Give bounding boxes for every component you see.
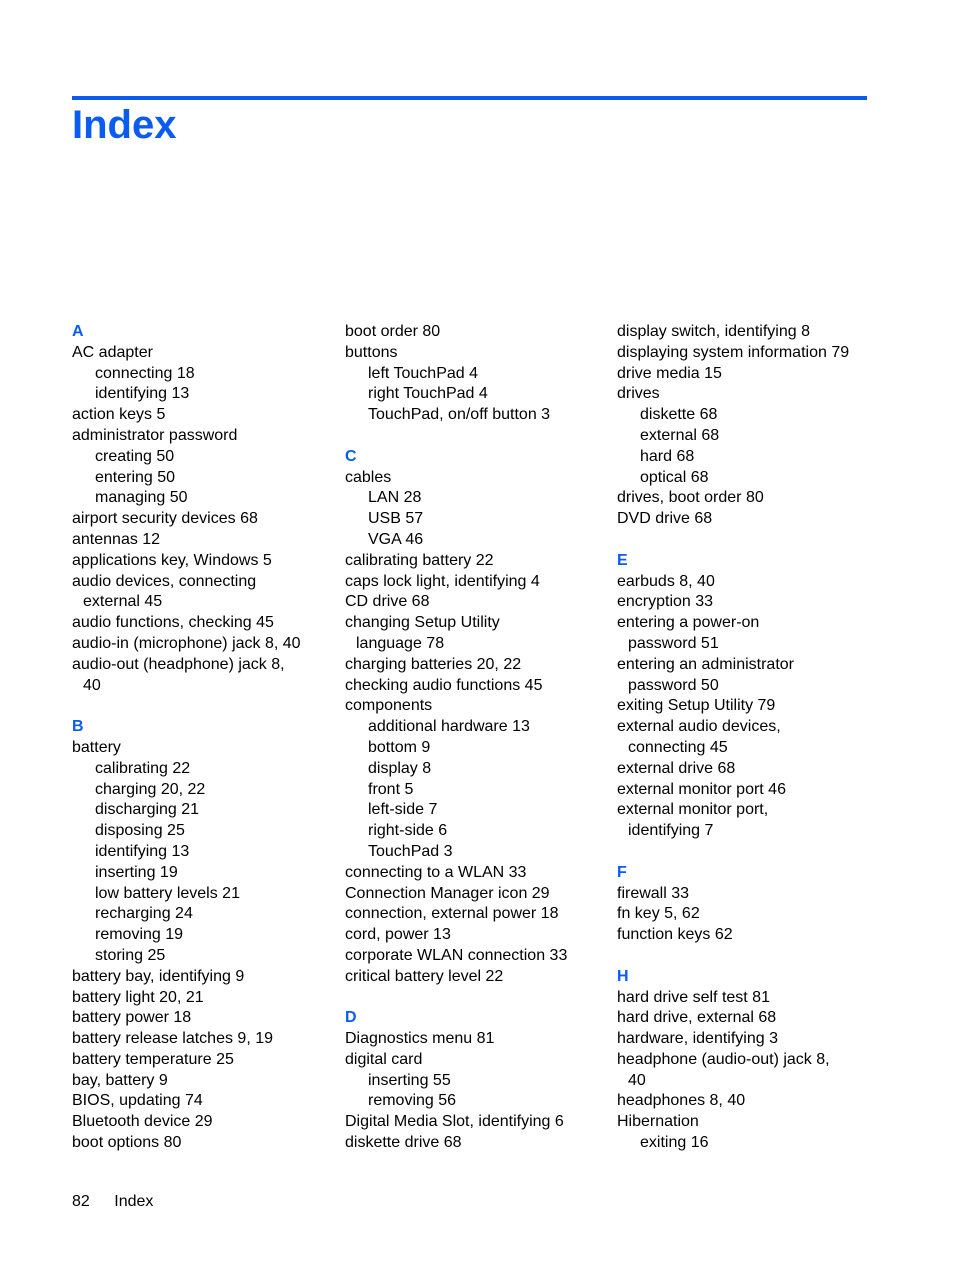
index-entry: connection, external power 18 <box>345 905 559 923</box>
index-subentry: connecting 18 <box>95 364 195 382</box>
index-entry: headphones 8, 40 <box>617 1092 746 1110</box>
index-entry: firewall 33 <box>617 884 690 902</box>
index-entry: audio-in (microphone) jack 8, 40 <box>72 634 301 652</box>
index-letter-heading: B <box>72 718 84 736</box>
index-entry: components <box>345 697 433 715</box>
index-entry: AC adapter <box>72 343 153 361</box>
index-entry: audio devices, connecting <box>72 572 257 590</box>
index-entry: external drive 68 <box>617 759 736 777</box>
index-entry: buttons <box>345 343 398 361</box>
index-entry: caps lock light, identifying 4 <box>345 572 540 590</box>
index-entry-continuation: password 50 <box>628 676 719 694</box>
page-number: 82 <box>72 1193 90 1210</box>
index-subentry: right TouchPad 4 <box>368 385 488 403</box>
section-spacer <box>617 946 887 967</box>
index-column-3 <box>617 322 887 1154</box>
index-entry: battery <box>72 738 121 756</box>
index-letter-heading: D <box>345 1009 357 1027</box>
index-entry: external monitor port 46 <box>617 780 786 798</box>
section-spacer <box>72 696 342 717</box>
index-entry: entering an administrator <box>617 655 794 673</box>
index-entry: action keys 5 <box>72 406 166 424</box>
index-subentry: external 68 <box>640 426 720 444</box>
index-entry: display switch, identifying 8 <box>617 323 810 340</box>
index-entry-continuation: language 78 <box>356 634 445 652</box>
index-entry: battery light 20, 21 <box>72 988 204 1006</box>
index-entry: Diagnostics menu 81 <box>345 1030 495 1048</box>
index-entry: battery release latches 9, 19 <box>72 1030 274 1048</box>
index-letter-heading: H <box>617 967 629 985</box>
index-subentry: TouchPad 3 <box>368 842 453 860</box>
index-entry: connecting to a WLAN 33 <box>345 863 527 881</box>
index-entry: battery power 18 <box>72 1009 192 1027</box>
index-subentry: removing 56 <box>368 1092 457 1110</box>
index-entry: displaying system information 79 <box>617 343 850 361</box>
index-entry-continuation: connecting 45 <box>628 738 728 756</box>
index-subentry: storing 25 <box>95 946 166 964</box>
index-subentry: optical 68 <box>640 468 709 486</box>
index-subentry: front 5 <box>368 780 414 798</box>
index-letter-heading: E <box>617 551 628 569</box>
index-entry: drives <box>617 385 660 403</box>
index-entry-continuation: 40 <box>83 676 101 694</box>
index-entry-continuation: external 45 <box>83 593 163 611</box>
index-entry: cables <box>345 468 392 486</box>
index-entry-continuation: identifying 7 <box>628 822 714 840</box>
index-entry: encryption 33 <box>617 593 714 611</box>
section-spacer <box>617 842 887 863</box>
index-subentry: bottom 9 <box>368 738 431 756</box>
index-entry: earbuds 8, 40 <box>617 572 715 590</box>
index-entry: antennas 12 <box>72 530 161 548</box>
index-entry: calibrating battery 22 <box>345 551 494 569</box>
index-entry: exiting Setup Utility 79 <box>617 697 776 715</box>
index-entry: changing Setup Utility <box>345 614 500 632</box>
index-entry: airport security devices 68 <box>72 510 258 528</box>
index-subentry: left TouchPad 4 <box>368 364 479 382</box>
index-entry: boot order 80 <box>345 323 441 340</box>
index-entry: hard drive self test 81 <box>617 988 770 1006</box>
index-subentry: exiting 16 <box>640 1134 709 1152</box>
index-subentry: LAN 28 <box>368 489 422 507</box>
index-subentry: display 8 <box>368 759 432 777</box>
index-entry: headphone (audio-out) jack 8, <box>617 1050 830 1068</box>
index-subentry: hard 68 <box>640 447 695 465</box>
index-entry: external monitor port, <box>617 801 769 819</box>
index-letter-heading: A <box>72 323 84 340</box>
index-subentry: right-side 6 <box>368 822 448 840</box>
index-entry: battery bay, identifying 9 <box>72 967 245 985</box>
index-subentry: creating 50 <box>95 447 175 465</box>
index-entry: Digital Media Slot, identifying 6 <box>345 1113 564 1131</box>
index-entry: Bluetooth device 29 <box>72 1113 213 1131</box>
index-entry: external audio devices, <box>617 718 781 736</box>
index-letter-heading: F <box>617 863 627 881</box>
index-entry: diskette drive 68 <box>345 1134 462 1152</box>
index-subentry: inserting 19 <box>95 863 178 881</box>
index-entry: hard drive, external 68 <box>617 1009 777 1027</box>
index-subentry: diskette 68 <box>640 406 718 424</box>
index-subentry: left-side 7 <box>368 801 438 819</box>
section-spacer <box>345 426 615 447</box>
index-entry: cord, power 13 <box>345 926 451 944</box>
index-entry: battery temperature 25 <box>72 1050 234 1068</box>
index-subentry: inserting 55 <box>368 1071 451 1089</box>
index-subentry: low battery levels 21 <box>95 884 240 902</box>
footer-section: Index <box>114 1193 154 1210</box>
index-subentry: disposing 25 <box>95 822 185 840</box>
index-entry: Hibernation <box>617 1113 699 1131</box>
index-subentry: recharging 24 <box>95 905 193 923</box>
index-entry: BIOS, updating 74 <box>72 1092 203 1110</box>
index-entry: DVD drive 68 <box>617 510 713 528</box>
section-spacer <box>345 988 615 1009</box>
index-subentry: removing 19 <box>95 926 184 944</box>
index-entry: digital card <box>345 1050 423 1068</box>
index-subentry: additional hardware 13 <box>368 718 530 736</box>
index-entry: fn key 5, 62 <box>617 905 700 923</box>
index-entry: hardware, identifying 3 <box>617 1030 778 1048</box>
index-entry: audio-out (headphone) jack 8, <box>72 655 285 673</box>
index-entry: corporate WLAN connection 33 <box>345 946 568 964</box>
index-letter-heading: C <box>345 447 357 465</box>
index-entry: drives, boot order 80 <box>617 489 764 507</box>
index-entry: boot options 80 <box>72 1134 182 1152</box>
index-entry: administrator password <box>72 426 238 444</box>
index-entry: applications key, Windows 5 <box>72 551 272 569</box>
index-entry: function keys 62 <box>617 926 733 944</box>
index-entry-continuation: 40 <box>628 1071 646 1089</box>
index-subentry: USB 57 <box>368 510 424 528</box>
page-footer <box>72 1192 153 1212</box>
index-entry: entering a power-on <box>617 614 760 632</box>
index-entry: charging batteries 20, 22 <box>345 655 522 673</box>
page-title: Index <box>72 103 177 147</box>
index-entry: Connection Manager icon 29 <box>345 884 550 902</box>
index-subentry: identifying 13 <box>95 842 190 860</box>
index-subentry: calibrating 22 <box>95 759 191 777</box>
index-column-1 <box>72 322 342 1154</box>
index-subentry: TouchPad, on/off button 3 <box>368 406 551 424</box>
index-entry: critical battery level 22 <box>345 967 504 985</box>
index-entry: audio functions, checking 45 <box>72 614 274 632</box>
index-subentry: identifying 13 <box>95 385 190 403</box>
index-entry: CD drive 68 <box>345 593 430 611</box>
index-subentry: discharging 21 <box>95 801 200 819</box>
title-rule <box>72 96 867 100</box>
index-entry-continuation: password 51 <box>628 634 719 652</box>
index-entry: bay, battery 9 <box>72 1071 168 1089</box>
index-entry: drive media 15 <box>617 364 722 382</box>
index-column-2 <box>345 322 615 1154</box>
index-subentry: entering 50 <box>95 468 176 486</box>
index-subentry: charging 20, 22 <box>95 780 206 798</box>
index-entry: checking audio functions 45 <box>345 676 543 694</box>
index-subentry: VGA 46 <box>368 530 424 548</box>
section-spacer <box>617 530 887 551</box>
index-subentry: managing 50 <box>95 489 188 507</box>
